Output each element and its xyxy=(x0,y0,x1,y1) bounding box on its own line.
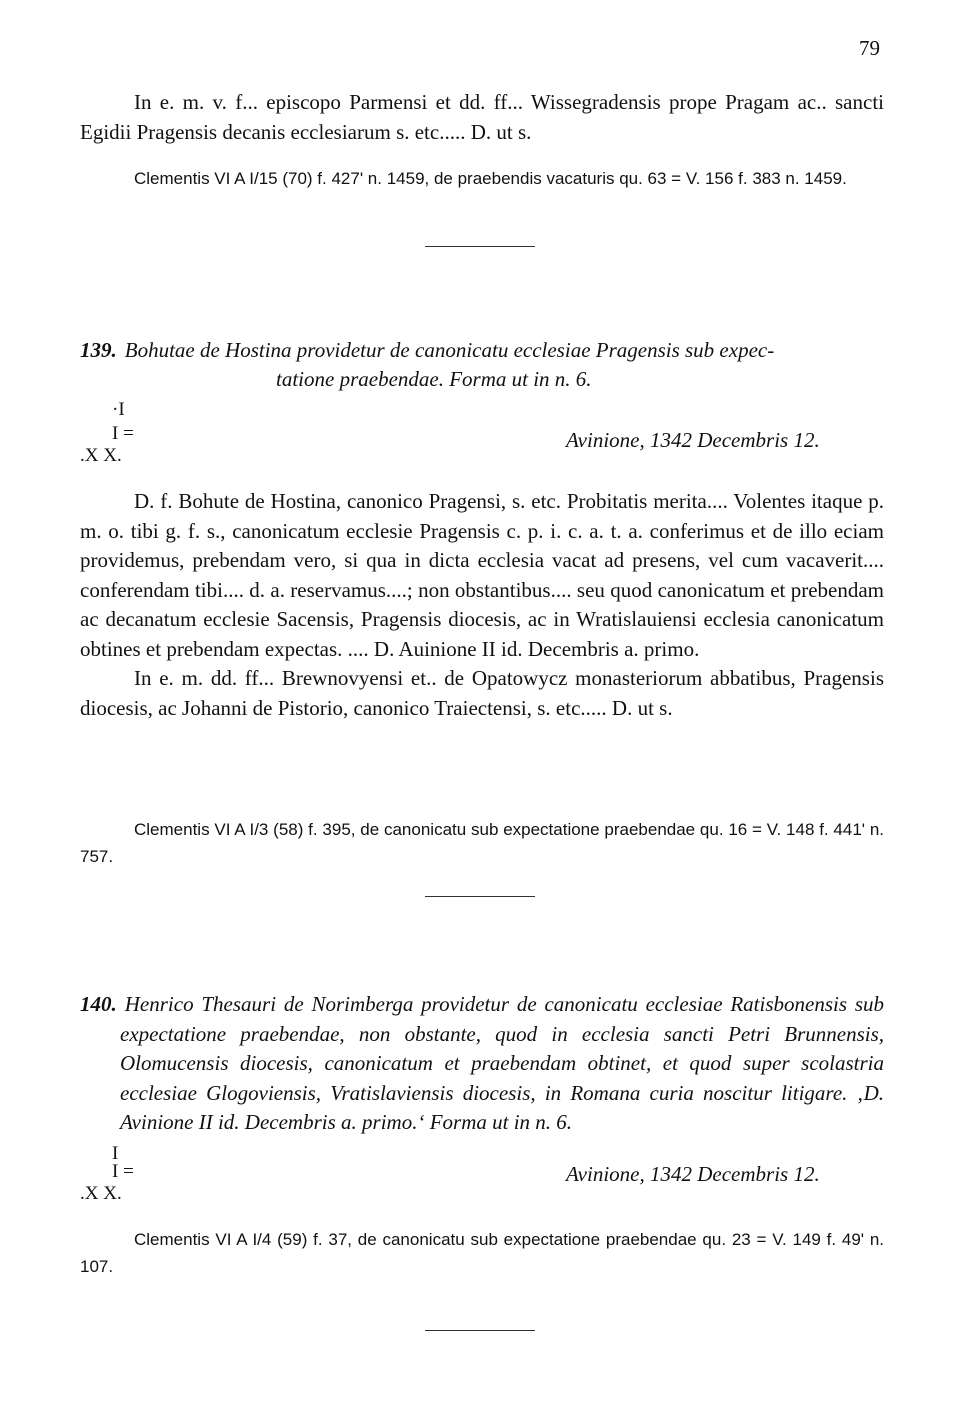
archival-note: Clementis VI A I/4 (59) f. 37, de canonicatu sub expectatione praebendae qu. 23 = V. 149 f. 49' n. 107. xyxy=(80,1230,884,1276)
continuation-note xyxy=(80,165,884,192)
chancery-marks-mid: I = xyxy=(112,423,134,444)
entry-title: Henrico Thesauri de Norimberga providetur de canonicatu ecclesiae Ratisbonensis sub expectatione praebendae, non obstante, quod in ecclesia sancti Petri Brunnensis, Olomucensis diocesis, canonicatum et praebendam obtinet, et quod super scolastria ecclesiae Glogoviensis, Vratislaviensis diocesis, in Romana curia noscitur litigare. ‚D. Avinione II id. Decembris a. primo.‘ Forma ut in n. 6. xyxy=(120,992,884,1134)
page-number: 79 xyxy=(859,36,880,60)
entry-date: Avinione, 1342 Decembris 12. xyxy=(566,1162,820,1186)
separator-rule xyxy=(425,1330,535,1331)
entry-139-heading xyxy=(80,336,884,394)
chancery-marks-top: I xyxy=(112,1143,119,1164)
entry-title-line1: Bohutae de Hostina providetur de canonicatu ecclesiae Pragensis sub expec- xyxy=(124,338,775,362)
entry-number: 139. xyxy=(80,338,117,362)
chancery-marks-bottom: .X X. xyxy=(80,445,122,466)
entry-140-heading xyxy=(80,990,884,1138)
entry-date: Avinione, 1342 Decembris 12. xyxy=(566,428,820,452)
archival-note: Clementis VI A I/15 (70) f. 427' n. 1459, de praebendis vacaturis qu. 63 = V. 156 f. 383 n. 1459. xyxy=(134,169,847,188)
continuation-paragraph: In e. m. v. f... episcopo Parmensi et dd. ff... Wissegradensis prope Pragam ac.. sancti Egidii Pragensis decanis ecclesiarum s. etc..... D. ut s. xyxy=(80,90,884,144)
letter-text: D. f. Bohute de Hostina, canonico Pragensi, s. etc. Probitatis merita.... Volentes itaque p. m. o. tibi g. f. s., canonicatum ecclesie Pragensis c. p. i. c. a. t. a. conferimus et de illo eciam providemus, prebendam vero, si qua in dicta ecclesia vacat ad presens, vel cum vacaverit.... conferendam tibi.... d. a. reservamus....; non obstantibus.... seu quod canonicatum et prebendam ac decanatum ecclesie Sacensis, Pragensis diocesis, ac in Wratislauiensi ecclesia canonicatum obtines et prebendam expectas. .... D. Auinione II id. Decembris a. primo. xyxy=(80,489,884,661)
separator-rule xyxy=(425,896,535,897)
continuation-text xyxy=(80,88,884,147)
letter-executors: In e. m. dd. ff... Brewnovyensi et.. de Opatowycz monasteriorum abbatibus, Pragensis diocesis, ac Johanni de Pistorio, canonico Traiectensi, s. etc..... D. ut s. xyxy=(80,666,884,720)
entry-title-line2: tatione praebendae. Forma ut in n. 6. xyxy=(276,367,592,391)
chancery-marks-top: ·I xyxy=(112,399,125,420)
entry-number: 140. xyxy=(80,992,117,1016)
entry-139-text xyxy=(80,487,884,723)
archival-note: Clementis VI A I/3 (58) f. 395, de canonicatu sub expectatione praebendae qu. 16 = V. 148 f. 441' n. 757. xyxy=(80,820,884,866)
entry-140-note xyxy=(80,1226,884,1280)
chancery-marks-mid: I = xyxy=(112,1161,134,1182)
separator-rule xyxy=(425,246,535,247)
chancery-marks-bottom: .X X. xyxy=(80,1183,122,1204)
entry-139-note xyxy=(80,816,884,870)
